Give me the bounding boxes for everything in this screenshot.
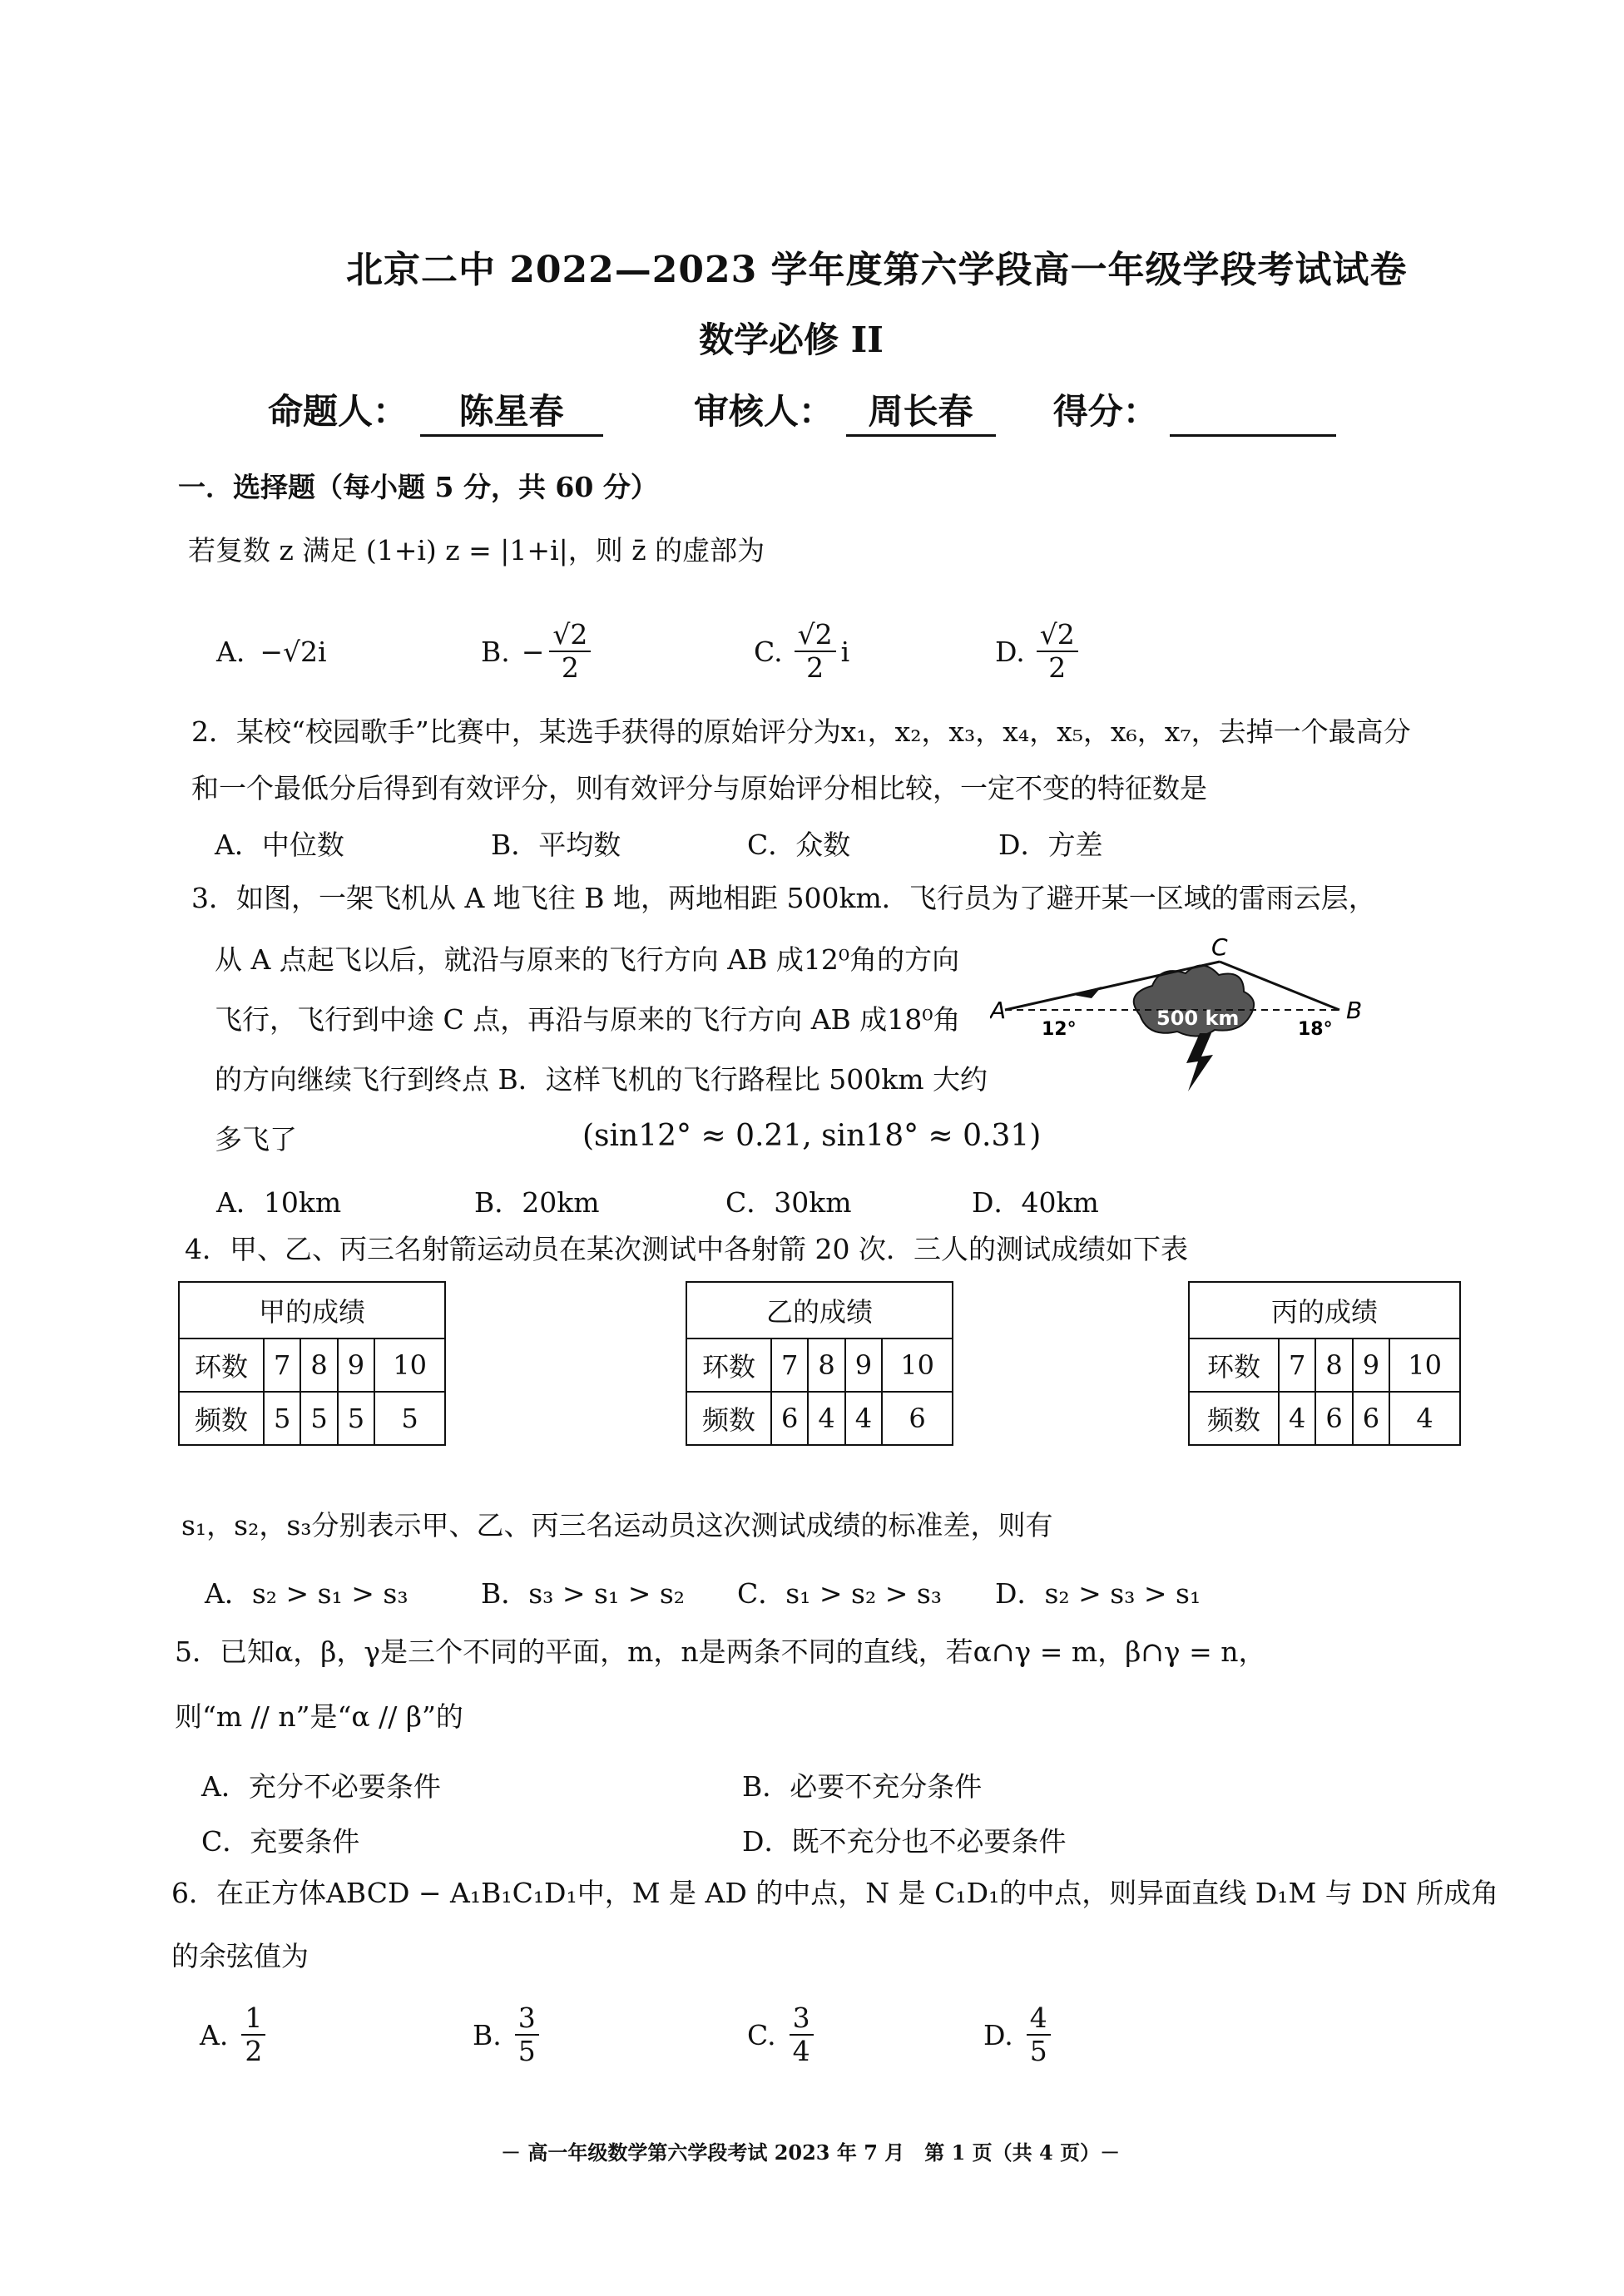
score-table-jia bbox=[178, 1281, 446, 1446]
q4-option-a: A．s₂ > s₁ > s₃ bbox=[205, 1577, 408, 1610]
q3-option-c: C．30km bbox=[725, 1186, 852, 1219]
question-4-text: 4．甲、乙、丙三名射箭运动员在某次测试中各射箭 20 次．三人的测试成绩如下表 bbox=[185, 1233, 1188, 1265]
q3-option-b: B．20km bbox=[474, 1186, 600, 1219]
table-cell: 10 bbox=[1389, 1339, 1460, 1392]
table-cell: 7 bbox=[1279, 1339, 1315, 1392]
question-5-line1: 5．已知α，β，γ是三个不同的平面，m，n是两条不同的直线，若α∩γ = m，β∩γ = n， bbox=[175, 1635, 1266, 1668]
table-cell: 6 bbox=[1353, 1392, 1389, 1445]
table-cell: 4 bbox=[1279, 1392, 1315, 1445]
question-5-line2: 则“m // n”是“α // β”的 bbox=[175, 1700, 463, 1733]
q4-option-d: D．s₂ > s₃ > s₁ bbox=[995, 1577, 1201, 1610]
q5-option-b: B．必要不充分条件 bbox=[742, 1770, 983, 1803]
question-3-line4: 的方向继续飞行到终点 B．这样飞机的飞行路程比 500km 大约 bbox=[215, 1063, 988, 1096]
q3-option-d: D．40km bbox=[972, 1186, 1099, 1219]
table-row-label: 环数 bbox=[179, 1339, 264, 1392]
table-caption: 甲的成绩 bbox=[179, 1282, 445, 1339]
section-heading: 一．选择题（每小题 5 分，共 60 分） bbox=[178, 471, 658, 503]
question-3-line1: 3．如图，一架飞机从 A 地飞往 B 地，两地相距 500km．飞行员为了避开某一区域的雷雨云层， bbox=[191, 882, 1376, 914]
table-caption: 乙的成绩 bbox=[686, 1282, 953, 1339]
table-row-label: 环数 bbox=[1189, 1339, 1279, 1392]
q5-option-c: C．充要条件 bbox=[201, 1825, 360, 1858]
angle-b-label: 18° bbox=[1298, 1019, 1333, 1040]
table-cell: 7 bbox=[264, 1339, 300, 1392]
table-cell: 5 bbox=[338, 1392, 374, 1445]
point-b-label: B bbox=[1346, 997, 1363, 1024]
q1-option-c: C. $\frac{√2}{2}$ i bbox=[754, 618, 850, 684]
table-cell: 9 bbox=[1353, 1339, 1389, 1392]
page-footer: － 高一年级数学第六学段考试 2023 年 7 月 第 1 页（共 4 页）－ bbox=[501, 2140, 1121, 2165]
q6-option-b: B. $\frac{3}{5}$ bbox=[473, 1993, 544, 2076]
table-row-label: 频数 bbox=[1189, 1392, 1279, 1445]
table-cell: 4 bbox=[845, 1392, 882, 1445]
q3-option-a: A．10km bbox=[216, 1186, 342, 1219]
question-6-line2: 的余弦值为 bbox=[171, 1940, 309, 1972]
q5-option-a: A．充分不必要条件 bbox=[201, 1770, 441, 1803]
question-3-line5: 多飞了 bbox=[215, 1123, 297, 1155]
author-label: 命题人： bbox=[268, 391, 408, 432]
score-table-yi bbox=[686, 1281, 953, 1446]
table-row-label: 频数 bbox=[179, 1392, 264, 1445]
question-2-line2: 和一个最低分后得到有效评分，则有效评分与原始评分相比较，一定不变的特征数是 bbox=[191, 772, 1207, 804]
q2-option-c: C．众数 bbox=[747, 829, 851, 861]
score-blank bbox=[1170, 403, 1336, 437]
q2-option-a: A．中位数 bbox=[215, 829, 344, 861]
q6-option-d: D. $\frac{4}{5}$ bbox=[983, 1993, 1056, 2076]
table-cell: 4 bbox=[808, 1392, 844, 1445]
q5-option-d: D．既不充分也不必要条件 bbox=[742, 1825, 1067, 1858]
q1-option-a: A. −√2i bbox=[216, 635, 327, 668]
table-cell: 8 bbox=[808, 1339, 844, 1392]
question-1-text: 若复数 z 满足 (1+i) z = |1+i|，则 z̄ 的虚部为 bbox=[188, 534, 765, 567]
table-cell: 9 bbox=[338, 1339, 374, 1392]
flight-diagram bbox=[990, 932, 1373, 1115]
table-cell: 6 bbox=[771, 1392, 808, 1445]
distance-label: 500 km bbox=[1156, 1007, 1240, 1030]
table-caption: 丙的成绩 bbox=[1189, 1282, 1460, 1339]
question-3-hint: (sin12° ≈ 0.21, sin18° ≈ 0.31) bbox=[582, 1119, 1042, 1153]
table-cell: 6 bbox=[882, 1392, 953, 1445]
reviewer-name: 周长春 bbox=[846, 384, 996, 437]
table-cell: 6 bbox=[1315, 1392, 1352, 1445]
table-cell: 5 bbox=[300, 1392, 337, 1445]
table-cell: 8 bbox=[300, 1339, 337, 1392]
point-a-label: A bbox=[990, 997, 1007, 1024]
table-cell: 10 bbox=[882, 1339, 953, 1392]
exam-subtitle: 数学必修 II bbox=[699, 319, 884, 360]
q4-option-c: C．s₁ > s₂ > s₃ bbox=[737, 1577, 943, 1610]
table-cell: 5 bbox=[264, 1392, 300, 1445]
q6-option-a: A. $\frac{1}{2}$ bbox=[200, 1993, 270, 2076]
table-row-label: 频数 bbox=[686, 1392, 771, 1445]
q2-option-d: D．方差 bbox=[998, 829, 1103, 861]
table-cell: 7 bbox=[771, 1339, 808, 1392]
score-label: 得分： bbox=[1052, 391, 1158, 432]
table-cell: 8 bbox=[1315, 1339, 1352, 1392]
exam-title: 北京二中 2022—2023 学年度第六学段高一年级学段考试试卷 bbox=[346, 249, 1408, 291]
q4-option-b: B．s₃ > s₁ > s₂ bbox=[481, 1577, 686, 1610]
score-table-bing bbox=[1188, 1281, 1461, 1446]
question-6-line1: 6．在正方体ABCD − A₁B₁C₁D₁中，M 是 AD 的中点，N 是 C₁D₁的中点，则异面直线 D₁M 与 DN 所成角 bbox=[171, 1877, 1499, 1909]
angle-a-label: 12° bbox=[1042, 1019, 1077, 1040]
table-cell: 4 bbox=[1389, 1392, 1460, 1445]
author-name: 陈星春 bbox=[420, 384, 603, 437]
q6-option-c: C. $\frac{3}{4}$ bbox=[747, 1993, 819, 2076]
table-cell: 10 bbox=[374, 1339, 445, 1392]
lightning-icon bbox=[1186, 1033, 1213, 1091]
table-cell: 5 bbox=[374, 1392, 445, 1445]
q1-option-b: B. − $\frac{√2}{2}$ bbox=[481, 606, 596, 697]
question-3-line3: 飞行，飞行到中途 C 点，再沿与原来的飞行方向 AB 成18⁰角 bbox=[215, 1003, 961, 1036]
point-c-label: C bbox=[1211, 933, 1228, 961]
table-row-label: 环数 bbox=[686, 1339, 771, 1392]
author-line bbox=[268, 384, 1336, 437]
q2-option-b: B．平均数 bbox=[491, 829, 621, 861]
reviewer-label: 审核人： bbox=[693, 391, 834, 432]
q1-option-d: D. $\frac{√2}{2}$ bbox=[995, 606, 1083, 697]
question-3-line2: 从 A 点起飞以后，就沿与原来的飞行方向 AB 成12⁰角的方向 bbox=[215, 943, 960, 976]
table-cell: 9 bbox=[845, 1339, 882, 1392]
question-2-line1: 2．某校“校园歌手”比赛中，某选手获得的原始评分为x₁，x₂，x₃，x₄，x₅，x₆，x₇，去掉一个最高分 bbox=[191, 715, 1411, 748]
question-4-after: s₁，s₂，s₃分别表示甲、乙、丙三名运动员这次测试成绩的标准差，则有 bbox=[181, 1509, 1053, 1541]
